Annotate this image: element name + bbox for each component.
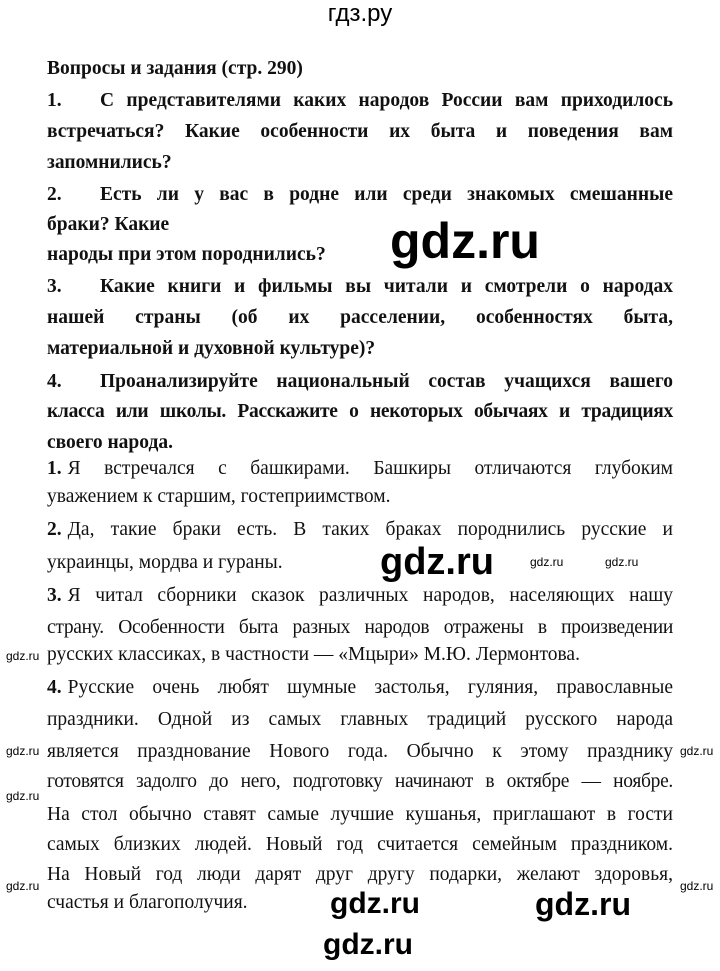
watermark-small: gdz.ru [6,879,40,893]
answer-1 [47,457,673,481]
header-watermark: гдз.ру [327,0,393,27]
answer-line: Да, такие браки есть. В таких браках породнились русские и [67,519,673,540]
watermark-large: gdz.ru [390,213,540,269]
question-line: нашей страны (об их расселении, особенностях быта, [47,307,673,328]
question-line: материальной и духовной культуре)? [47,338,376,359]
watermark-small: gdz.ru [680,744,714,758]
watermark-small: gdz.ru [6,789,40,803]
answer-line: На стол обычно ставят самые лучшие кушанья, приглашают в гости [47,804,673,825]
question-number: 4. [47,371,62,392]
answer-line: На Новый год люди дарят друг другу подарки, желают здоровья, [47,864,673,885]
answer-line: страну. Особенности быта разных народов отражены в произведении [47,617,673,638]
answer-line: самых близких людей. Новый год считается семейным праздником. [47,834,673,855]
watermark-large: gdz.ru [535,886,631,922]
answer-line: украинцы, мордва и гураны. [47,552,283,573]
answer-number: 4. [47,677,62,698]
question-line: встречаться? Какие особенности их быта и поведения вам [47,121,673,142]
question-4 [47,370,673,394]
answer-line: Русские очень любят шумные застолья, гуляния, православные [67,677,673,698]
answer-2 [47,518,673,542]
answer-4 [47,676,673,700]
question-1 [47,89,673,113]
section-heading: Вопросы и задания (стр. 290) [47,58,303,79]
question-line: класса или школы. Расскажите о некоторых обычаях и традициях [47,401,673,422]
question-line: Проанализируйте национальный состав учащихся вашего [100,371,673,392]
question-3 [47,275,673,299]
question-line: Есть ли у вас в родне или среди знакомых смешанные [100,184,673,205]
question-line: запомнились? [47,152,172,173]
watermark-small: gdz.ru [6,744,40,758]
question-line: своего народа. [47,432,173,453]
answer-number: 3. [47,585,62,606]
watermark-small: gdz.ru [6,649,40,663]
question-number: 2. [47,184,62,205]
watermark-small: gdz.ru [530,555,564,569]
answer-3 [47,584,673,608]
answer-number: 1. [47,458,62,479]
watermark-large: gdz.ru [323,928,413,961]
answer-line: является празднование Нового года. Обычно к этому празднику [47,741,673,762]
question-line: Какие книги и фильмы вы читали и смотрели о народах [100,276,673,297]
question-line: С представителями каких народов России вам приходилось [100,90,673,111]
watermark-small: gdz.ru [605,555,639,569]
question-number: 3. [47,276,62,297]
watermark-small: gdz.ru [680,879,714,893]
answer-line: Я встречался с башкирами. Башкиры отличаются глубоким [67,458,673,479]
answer-line: праздники. Одной из самых главных традиций русского народа [47,709,673,730]
answer-line: готовятся задолго до него, подготовку начинают в октябре — ноябре. [47,771,673,792]
answer-number: 2. [47,519,62,540]
answer-line: уважением к старшим, гостеприимством. [47,486,391,507]
question-2 [47,183,673,207]
answer-line: русских классиках, в частности — «Мцыри» М.Ю. Лермонтова. [47,644,580,665]
question-line: народы при этом породнились? [47,244,326,265]
question-line: браки? Какие [47,214,170,235]
watermark-large: gdz.ru [380,541,494,583]
question-number: 1. [47,90,62,111]
watermark-large: gdz.ru [330,887,420,920]
answer-line: счастья и благополучия. [47,892,248,913]
answer-line: Я читал сборники сказок различных народов, населяющих нашу [67,585,673,606]
